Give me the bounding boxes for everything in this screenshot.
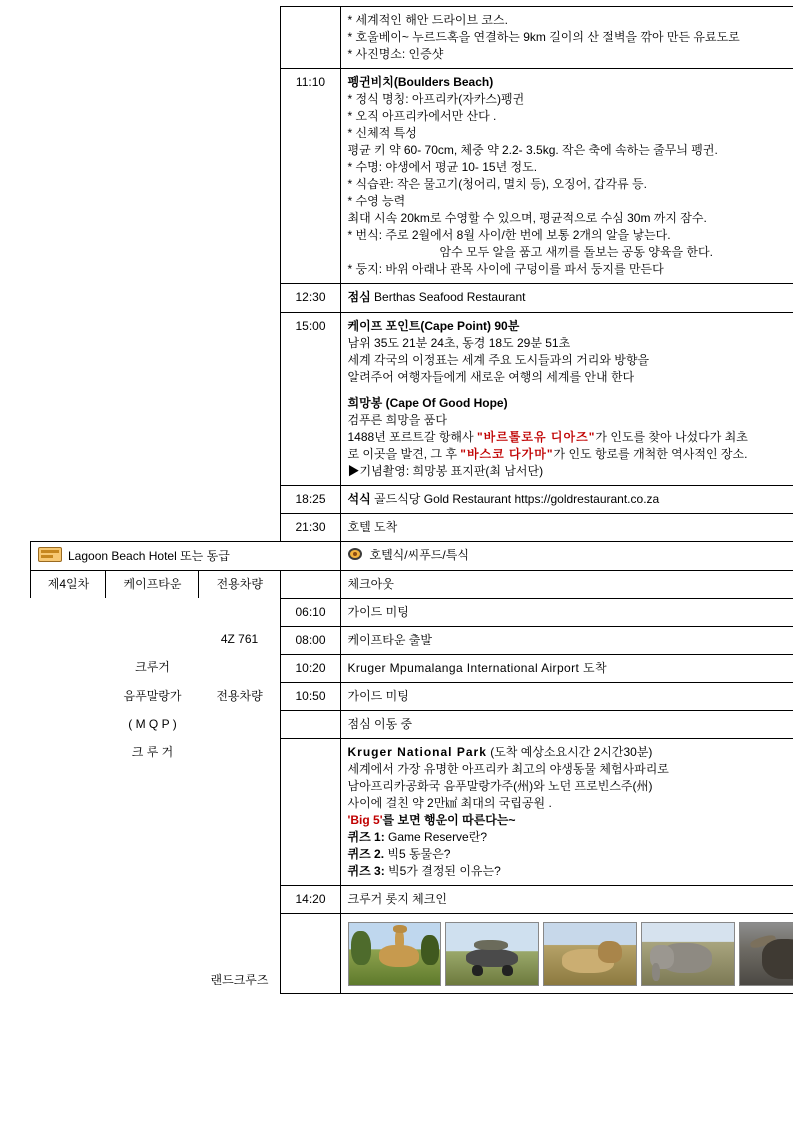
- meal-icon: [348, 547, 364, 561]
- city-cell-empty: [106, 69, 199, 284]
- photo-gallery: [348, 919, 793, 988]
- time-cell: 11:10: [280, 69, 340, 284]
- table-row: [31, 284, 793, 312]
- desc-line: * 정식 명칭: 아프리카(자카스)펭귄: [347, 92, 525, 107]
- spacer: [348, 386, 793, 395]
- text-part: 가 인도를 찾아 나섰다가 최초: [595, 429, 748, 444]
- desc-line: 남아프리카공화국 음푸말랑가주(州)와 노던 프로빈스주(州): [347, 779, 653, 794]
- day-cell-empty: [31, 7, 106, 69]
- city-cell-line3: ( M Q P ): [128, 716, 177, 731]
- desc-line: 사이에 걸친 약 2만㎢ 최대의 국립공원 .: [347, 796, 552, 811]
- photo-lion: [543, 922, 637, 986]
- day-cell-empty: [31, 513, 106, 541]
- day-cell-empty: [31, 312, 106, 485]
- city-cell-empty: [106, 513, 199, 541]
- desc-line: 최대 시속 20km로 수영할 수 있으며, 평균적으로 수심 30m 까지 잠수.: [347, 211, 707, 226]
- city-cell-empty: [106, 485, 199, 513]
- photo-giraffe: [348, 922, 442, 986]
- table-row: [31, 485, 793, 513]
- table-row: [31, 886, 793, 914]
- desc-line: 평균 키 약 60- 70cm, 체중 약 2.2- 3.5kg. 작은 축에 속하는 줄무늬 펭귄.: [347, 143, 718, 158]
- quiz-text: 빅5가 결정된 이유는?: [384, 864, 501, 879]
- quiz-label: 퀴즈 3:: [347, 864, 385, 879]
- hotel-summary-row: [31, 541, 793, 570]
- time-cell: [280, 7, 340, 69]
- desc-line: 검푸른 희망을 품다: [347, 412, 447, 427]
- description-cell: [340, 69, 793, 284]
- transport-cell-empty: [199, 598, 281, 626]
- quiz-line: [348, 829, 793, 846]
- desc-line-rich: [348, 446, 793, 463]
- day-cell-empty: [31, 626, 106, 654]
- desc-line: 세계 각국의 이정표는 세계 주요 도시들과의 거리와 방향을: [347, 352, 650, 367]
- meal-text: Berthas Seafood Restaurant: [374, 290, 526, 305]
- transport-cell-empty: [199, 312, 281, 485]
- description-cell: 가이드 미팅: [340, 598, 793, 626]
- tree-shape: [421, 935, 439, 965]
- photo-buffalo: [739, 922, 793, 986]
- transport-cell-empty: [199, 654, 281, 682]
- desc-line: * 오직 아프리카에서만 산다 .: [347, 109, 497, 124]
- photo-elephant: [641, 922, 735, 986]
- elephant-shape: [652, 963, 660, 981]
- desc-line: * 신체적 특성: [347, 126, 417, 141]
- day-cell-empty: [31, 886, 106, 914]
- transport-cell: 전용차량: [199, 570, 281, 598]
- table-row: [31, 312, 793, 485]
- desc-heading-2: 희망봉 (Cape Of Good Hope): [347, 395, 508, 410]
- park-name: Kruger National Park: [347, 745, 487, 760]
- day-cell-empty: [31, 485, 106, 513]
- desc-line: 암수 모두 알을 품고 새끼를 돌보는 공동 양육을 한다.: [439, 245, 713, 260]
- quiz-line: [348, 846, 793, 863]
- time-cell: 21:30: [280, 513, 340, 541]
- day-cell-empty: [31, 711, 106, 739]
- desc-line: * 둥지: 바위 아래나 관목 사이에 구덩이를 파서 둥지를 만든다: [347, 262, 664, 277]
- desc-line: * 세계적인 해안 드라이브 코스.: [347, 13, 508, 27]
- day-cell-empty: [31, 654, 106, 682]
- park-heading: [348, 744, 793, 761]
- transport-cell-empty: [199, 284, 281, 312]
- day-cell-empty: [31, 284, 106, 312]
- time-cell: [280, 570, 340, 598]
- table-row: [31, 7, 793, 69]
- desc-line: * 식습관: 작은 물고기(청어리, 멸치 등), 오징어, 갑각류 등.: [347, 177, 647, 192]
- time-cell: 10:20: [280, 654, 340, 682]
- desc-heading: 펭귄비치(Boulders Beach): [347, 75, 494, 90]
- hotel-cell: [31, 541, 341, 570]
- time-cell: 18:25: [280, 485, 340, 513]
- transport-cell-empty: [199, 7, 281, 69]
- text-part: 로 이곳을 발견, 그 후: [347, 446, 461, 461]
- text-part: 가 인도 항로를 개척한 역사적인 장소.: [553, 446, 748, 461]
- tree-shape: [351, 931, 371, 965]
- desc-line: * 수명: 야생에서 평균 10- 15년 정도.: [347, 160, 538, 175]
- time-cell: [280, 711, 340, 739]
- lion-shape: [598, 941, 622, 963]
- jeep-shape: [472, 965, 483, 976]
- desc-line-rich: [348, 429, 793, 446]
- transport-cell-empty: [199, 485, 281, 513]
- jeep-shape: [502, 965, 513, 976]
- time-cell: [280, 739, 340, 886]
- description-cell: [340, 312, 793, 485]
- photo-safari-jeep: [445, 922, 539, 986]
- desc-line: * 사진명소: 인증샷: [347, 47, 444, 62]
- meal-label: 점심: [347, 290, 371, 305]
- photo-gallery-cell: [340, 914, 793, 994]
- description-cell: 가이드 미팅: [340, 683, 793, 711]
- description-cell: [340, 284, 793, 312]
- table-row: [31, 683, 793, 711]
- description-cell: 케이프타운 출발: [340, 626, 793, 654]
- transport-cell-empty: [199, 739, 281, 886]
- day-cell-empty: [31, 683, 106, 711]
- day-label-cell: 제4일차: [31, 570, 106, 598]
- meal-label: 석식: [347, 491, 371, 506]
- quiz-text: Game Reserve란?: [384, 830, 487, 845]
- meal-text: 골드식당 Gold Restaurant https://goldrestaurant.co.za: [374, 491, 660, 506]
- city-cell-empty: [106, 7, 199, 69]
- highlight-name-1: "바르톨로유 디아즈": [476, 429, 596, 444]
- city-cell-empty: [106, 312, 199, 485]
- desc-line: * 호울베이~ 누르드혹을 연결하는 9km 길이의 산 절벽을 깎아 만든 유료도로: [347, 30, 740, 45]
- itinerary-table: [30, 6, 793, 994]
- desc-line: 알려주어 여행자들에게 새로운 여행의 세계를 안내 한다: [347, 369, 635, 384]
- description-cell: Kruger Mpumalanga International Airport 도착: [340, 654, 793, 682]
- big5-highlight: 'Big 5': [347, 813, 383, 828]
- desc-line: * 수영 능력: [347, 194, 406, 209]
- quiz-line: [348, 863, 793, 880]
- description-cell: [340, 7, 793, 69]
- time-cell: 10:50: [280, 683, 340, 711]
- table-row: [31, 570, 793, 598]
- city-cell-empty: [106, 598, 199, 626]
- time-cell: 15:00: [280, 312, 340, 485]
- desc-line: 세계에서 가장 유명한 아프리카 최고의 야생동물 체험사파리로: [347, 762, 669, 777]
- description-cell: 체크아웃: [340, 570, 793, 598]
- day-cell-empty: [31, 598, 106, 626]
- text-part: 1488년 포르트갈 항해사: [347, 429, 477, 444]
- transport-cell-flight: 4Z 761: [220, 632, 259, 647]
- description-cell: [340, 739, 793, 886]
- desc-line: * 번식: 주로 2월에서 8월 사이/한 번에 보통 2개의 알을 낳는다.: [347, 228, 671, 243]
- description-cell: 호텔 도착: [340, 513, 793, 541]
- city-cell-empty: [106, 626, 199, 654]
- time-cell-empty: [280, 914, 340, 994]
- description-cell: 점심 이동 중: [340, 711, 793, 739]
- city-cell-empty: [106, 886, 199, 914]
- time-cell: 06:10: [280, 598, 340, 626]
- description-cell: 크루거 롯지 체크인: [340, 886, 793, 914]
- meals-text: 호텔식/씨푸드/특식: [369, 547, 469, 562]
- big5-line: [348, 812, 793, 829]
- quiz-label: 퀴즈 2.: [347, 847, 385, 862]
- table-row: [31, 654, 793, 682]
- desc-line: ▶기념촬영: 희망봉 표지판(최 남서단): [347, 463, 544, 478]
- day-cell-empty: [31, 914, 106, 994]
- table-row: [31, 513, 793, 541]
- transport-cell-empty: [199, 711, 281, 739]
- table-row: [31, 69, 793, 284]
- table-row: [31, 739, 793, 886]
- buffalo-shape: [762, 939, 793, 979]
- bed-icon: [38, 547, 62, 562]
- table-row: [31, 711, 793, 739]
- description-cell: [340, 485, 793, 513]
- transport-cell-empty: [199, 886, 281, 914]
- day-cell-empty: [31, 739, 106, 886]
- quiz-label: 퀴즈 1:: [347, 830, 385, 845]
- highlight-name-2: "바스코 다가마": [460, 446, 554, 461]
- transport-cell-empty: [199, 513, 281, 541]
- transport-cell-empty: [199, 69, 281, 284]
- desc-heading: 케이프 포인트(Cape Point) 90분: [347, 318, 520, 333]
- time-cell: 08:00: [280, 626, 340, 654]
- city-cell-empty: [106, 284, 199, 312]
- big5-rest: 를 보면 행운이 따른다는~: [382, 813, 516, 828]
- time-cell: 14:20: [280, 886, 340, 914]
- photos-row: [31, 914, 793, 994]
- day-cell-empty: [31, 69, 106, 284]
- table-row: [31, 598, 793, 626]
- meals-cell: [340, 541, 793, 570]
- time-cell: 12:30: [280, 284, 340, 312]
- transport-cell-private: 전용차량: [216, 688, 263, 703]
- hotel-name: Lagoon Beach Hotel 또는 동급: [68, 548, 230, 563]
- park-duration: (도착 예상소요시간 2시간30분): [486, 745, 653, 760]
- city-cell-kruger: 크 루 거: [131, 744, 174, 759]
- quiz-text: 빅5 동물은?: [384, 847, 451, 862]
- giraffe-shape: [393, 925, 407, 933]
- table-row: [31, 626, 793, 654]
- city-cell-line2: 음푸말랑가: [123, 688, 182, 703]
- jeep-shape: [474, 940, 508, 950]
- city-cell: 케이프타운: [106, 570, 199, 598]
- transport-cell-landcruiser: 랜드크루즈: [210, 972, 269, 987]
- desc-line: 남위 35도 21분 24초, 동경 18도 29분 51초: [347, 335, 571, 350]
- city-cell-line1: 크루거: [135, 660, 170, 675]
- city-cell-empty: [106, 914, 199, 994]
